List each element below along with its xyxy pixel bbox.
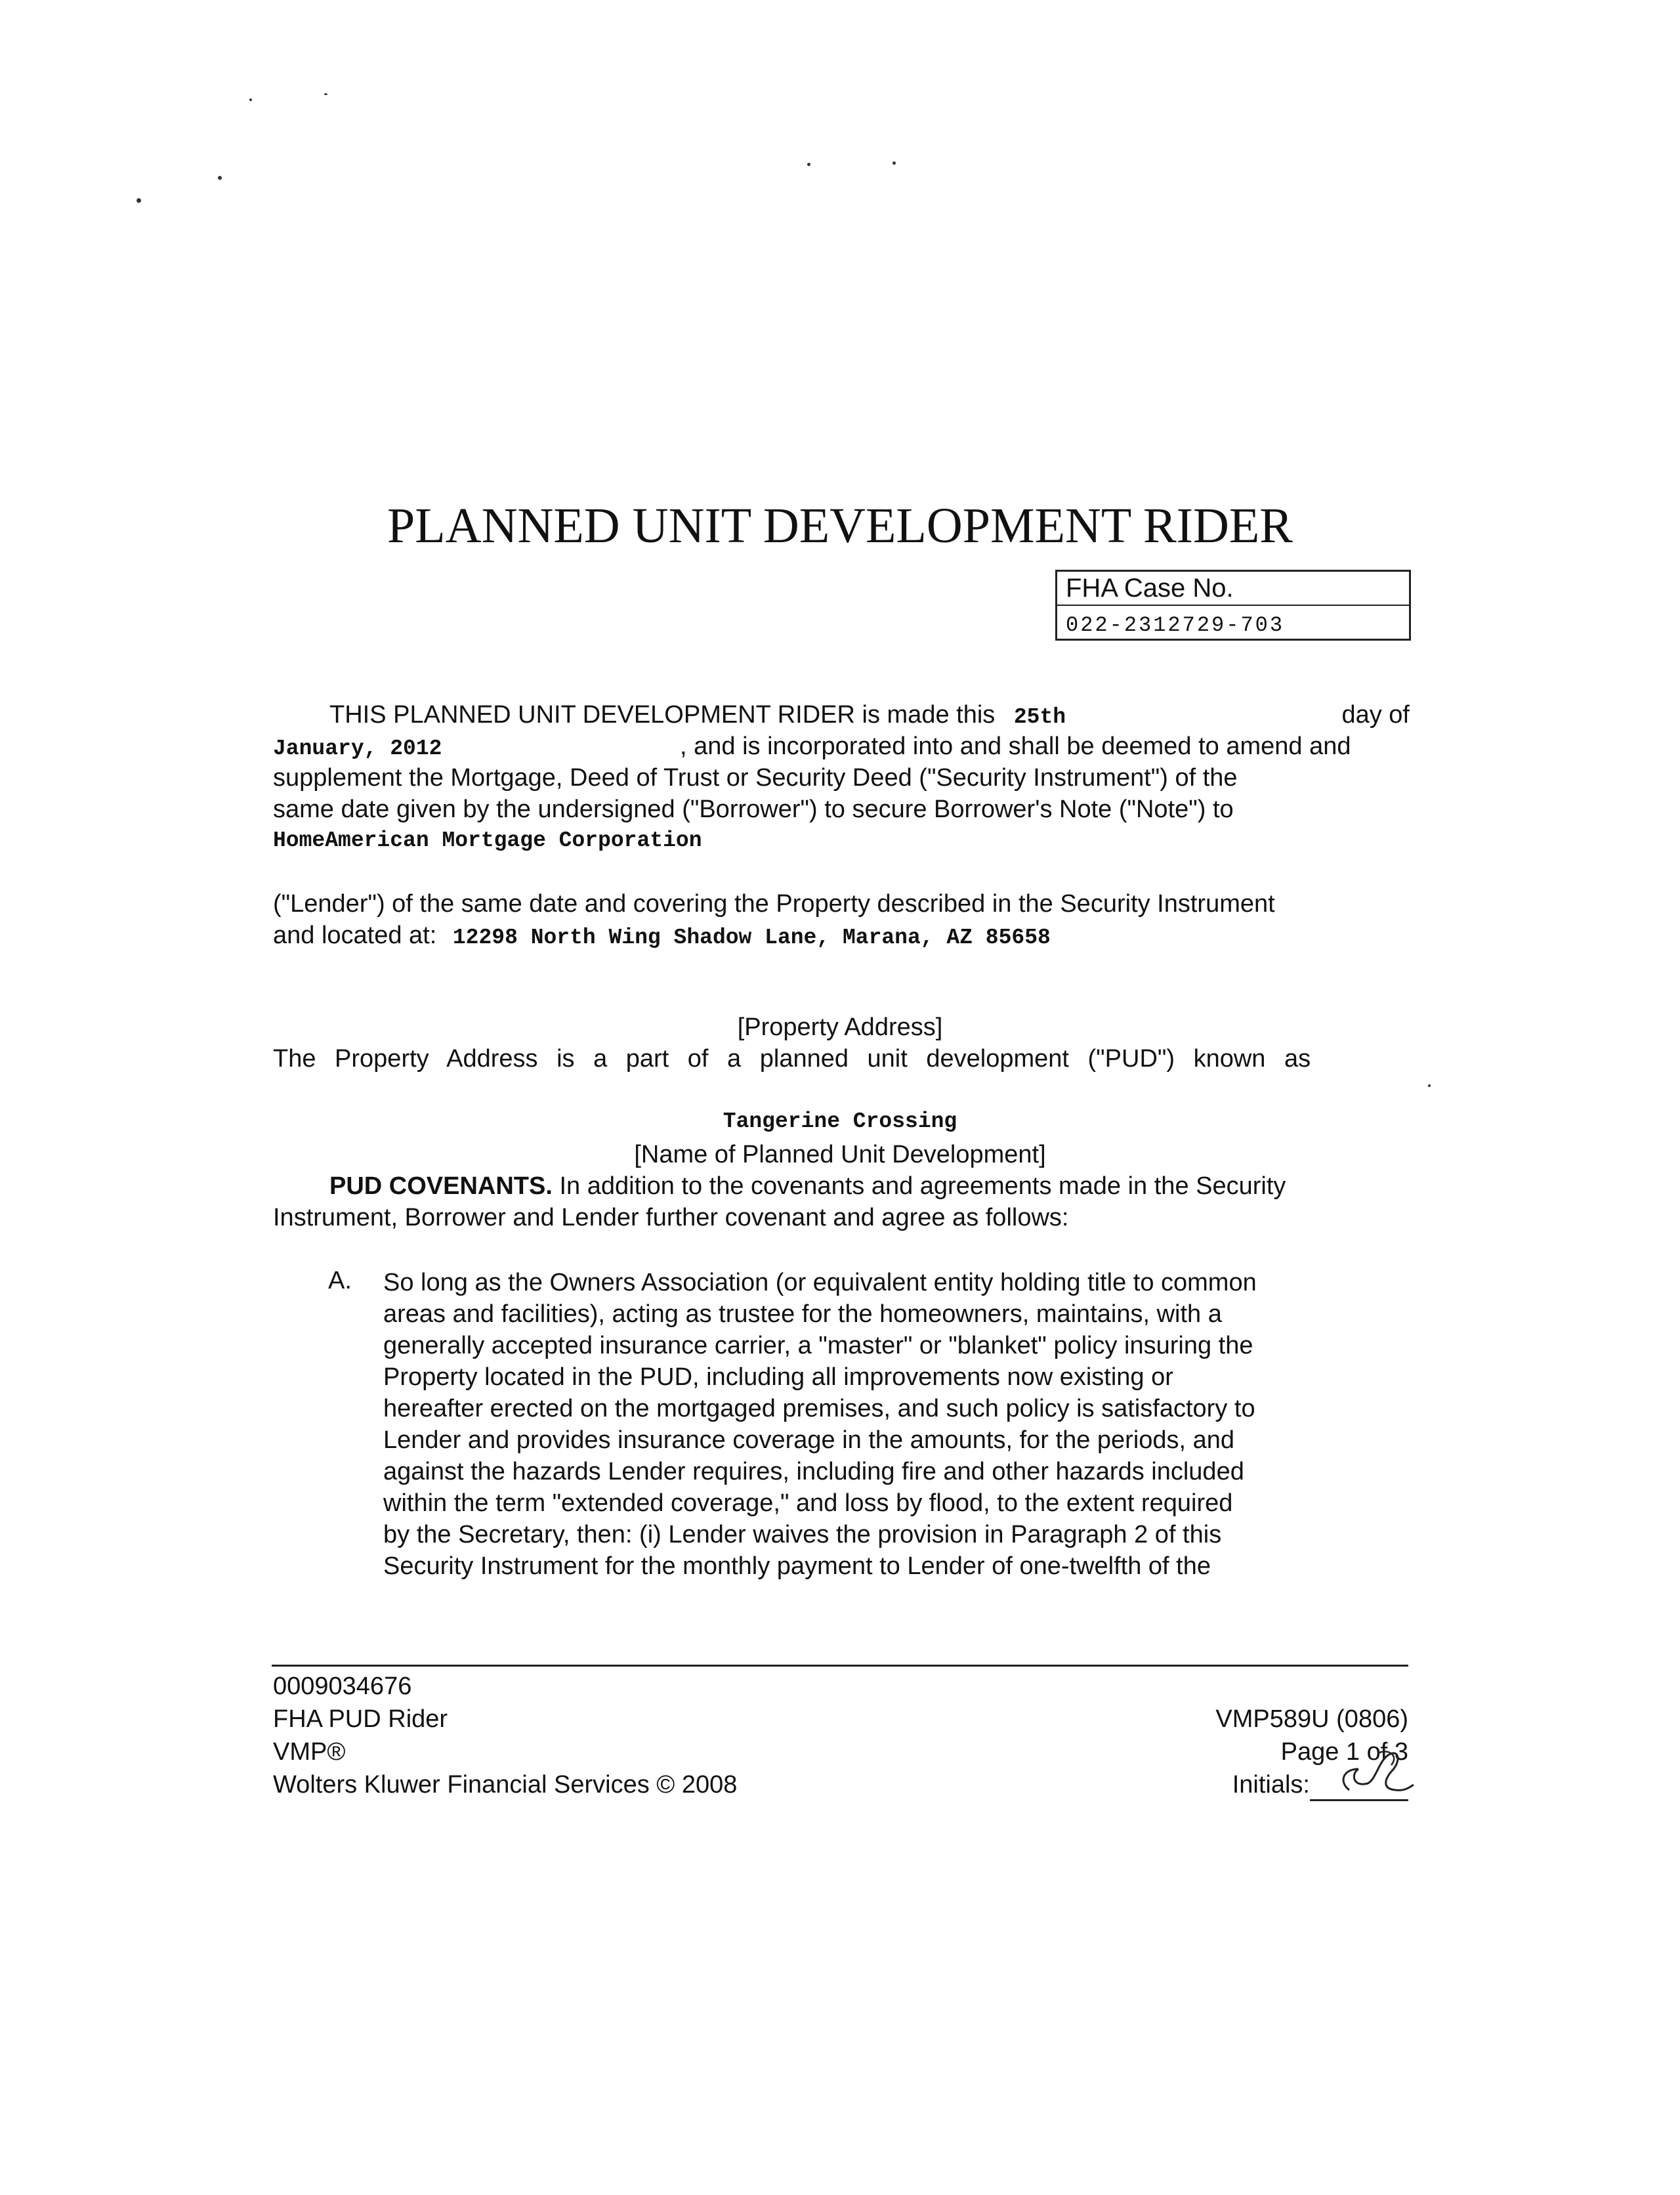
scan-speck (1428, 1084, 1431, 1087)
intro-text: THIS PLANNED UNIT DEVELOPMENT RIDER is made this (329, 701, 996, 729)
scan-speck (249, 98, 252, 101)
covenants-heading: PUD COVENANTS. (329, 1172, 553, 1200)
intro-line-5: ("Lender") of the same date and covering the Property described in the Security Instrument (273, 890, 1275, 918)
scan-speck (807, 163, 810, 166)
property-address-label: [Property Address] (737, 1013, 943, 1041)
property-address-field: 12298 North Wing Shadow Lane, Marana, AZ 85658 (452, 926, 1051, 950)
pud-name-label: [Name of Planned Unit Development] (634, 1141, 1046, 1168)
initials-label: Initials: (1232, 1771, 1310, 1799)
scan-speck (218, 176, 222, 180)
publisher: Wolters Kluwer Financial Services © 2008 (273, 1771, 738, 1799)
covenants-line-2: Instrument, Borrower and Lender further covenant and agree as follows: (273, 1204, 1069, 1231)
section-a-body (383, 1267, 1257, 1582)
scan-speck (324, 93, 327, 95)
vmp-mark: VMP® (273, 1738, 346, 1766)
section-a-line: generally accepted insurance carrier, a "master" or "blanket" policy insuring the (383, 1332, 1253, 1359)
case-box-divider (1057, 605, 1409, 606)
covenants-text: In addition to the covenants and agreements made in the Security (559, 1172, 1286, 1200)
initials-row (1050, 1768, 1408, 1801)
page-number: Page 1 of 3 (1280, 1738, 1408, 1766)
covenants-line-1 (329, 1172, 1286, 1201)
fha-case-number: 022-2312729-703 (1066, 613, 1285, 637)
document-title: PLANNED UNIT DEVELOPMENT RIDER (387, 498, 1293, 553)
date-field: January, 2012 (273, 736, 442, 761)
section-a-line: So long as the Owners Association (or equivalent entity holding title to common (383, 1269, 1257, 1296)
day-field: 25th (1013, 705, 1066, 729)
intro-line-1 (329, 701, 1410, 729)
scan-speck (892, 161, 896, 165)
form-code: VMP589U (0806) (1215, 1705, 1408, 1733)
intro-text: , and is incorporated into and shall be deemed to amend and (680, 733, 1351, 760)
section-a-line: within the term "extended coverage," and loss by flood, to the extent required (383, 1489, 1233, 1517)
initials-field (1310, 1776, 1408, 1801)
footer-right (1050, 1703, 1408, 1801)
fha-case-label: FHA Case No. (1066, 574, 1234, 603)
intro-line-4: same date given by the undersigned ("Borrower") to secure Borrower's Note ("Note") to (273, 796, 1234, 823)
section-a-line: areas and facilities), acting as trustee for the homeowners, maintains, with a (383, 1300, 1222, 1328)
loan-number: 0009034676 (273, 1673, 412, 1700)
section-a-line: against the hazards Lender requires, including fire and other hazards included (383, 1458, 1244, 1485)
section-a-marker: A. (328, 1267, 352, 1294)
handwritten-initials (1336, 1749, 1421, 1802)
intro-line-2 (273, 733, 1410, 761)
section-a-line: by the Secretary, then: (i) Lender waives the provision in Paragraph 2 of this (383, 1521, 1222, 1548)
section-a-line: hereafter erected on the mortgaged premises, and such policy is satisfactory to (383, 1395, 1255, 1422)
form-name: FHA PUD Rider (273, 1705, 448, 1733)
footer-rule (272, 1665, 1408, 1667)
section-a-line: Security Instrument for the monthly payment to Lender of one-twelfth of the (383, 1552, 1211, 1580)
pud-line: The Property Address is a part of a planned unit development ("PUD") known as (273, 1045, 1311, 1073)
intro-line-6 (273, 922, 1051, 950)
scan-speck (136, 198, 141, 203)
day-of-text: day of (1341, 701, 1410, 729)
located-at-text: and located at: (273, 922, 437, 949)
section-a-line: Property located in the PUD, including all improvements now existing or (383, 1363, 1173, 1391)
intro-line-3: supplement the Mortgage, Deed of Trust or Security Deed ("Security Instrument") of the (273, 764, 1238, 792)
footer-left (273, 1670, 737, 1801)
section-a-line: Lender and provides insurance coverage in the amounts, for the periods, and (383, 1426, 1235, 1454)
pud-name-field: Tangerine Crossing (723, 1109, 957, 1134)
lender-name-field: HomeAmerican Mortgage Corporation (273, 828, 702, 853)
